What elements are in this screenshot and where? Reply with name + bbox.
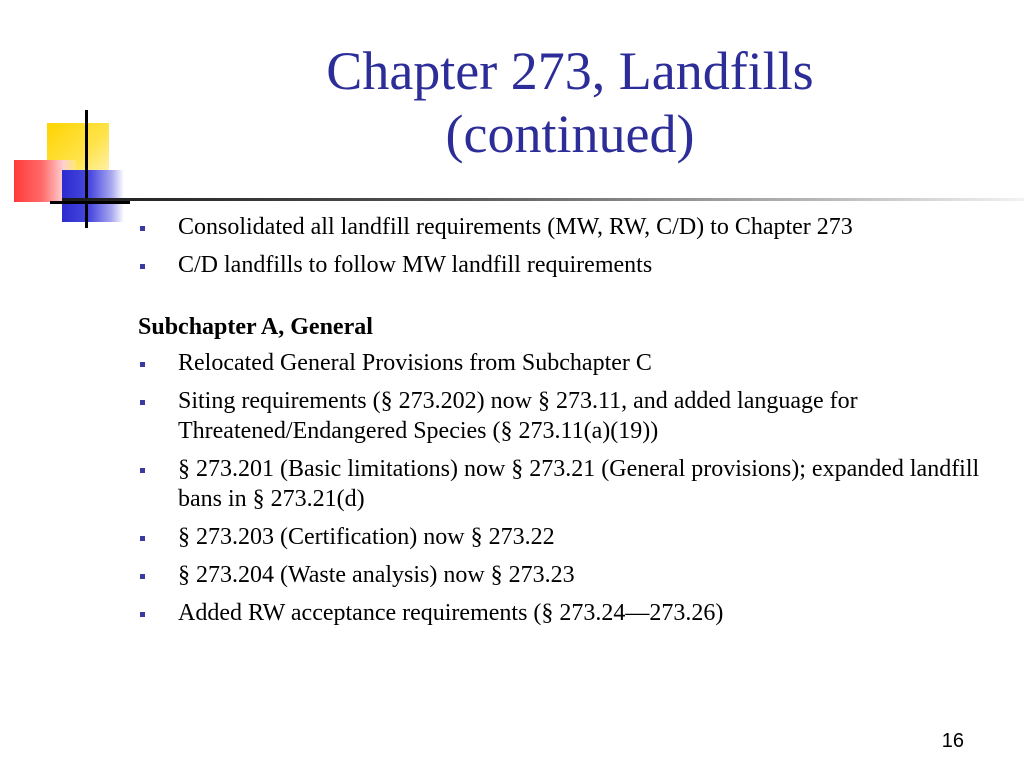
decorative-blue-square xyxy=(62,170,124,222)
slide-content xyxy=(138,212,1018,636)
square-bullet-icon xyxy=(140,468,145,473)
square-bullet-icon xyxy=(140,536,145,541)
bullet-item xyxy=(138,560,1018,590)
square-bullet-icon xyxy=(140,362,145,367)
bullet-text: C/D landfills to follow MW landfill requirements xyxy=(178,252,653,278)
subchapter-heading: Subchapter A, General xyxy=(138,314,373,340)
bullet-item xyxy=(138,454,1018,514)
bullet-text: § 273.203 (Certification) now § 273.22 xyxy=(178,524,555,550)
bullet-item xyxy=(138,212,1018,242)
bullet-list-subchapter-a xyxy=(138,348,1018,628)
square-bullet-icon xyxy=(140,264,145,269)
bullet-text: § 273.201 (Basic limitations) now § 273.21 (General provisions); expanded landfill bans in § 273.21(d) xyxy=(178,456,980,512)
bullet-list-intro xyxy=(138,212,1018,280)
bullet-item xyxy=(138,386,1018,446)
slide-title xyxy=(130,40,1010,166)
bullet-text: Relocated General Provisions from Subchapter C xyxy=(178,350,652,376)
bullet-item xyxy=(138,598,1018,628)
slide-title-line2: (continued) xyxy=(445,104,695,164)
square-bullet-icon xyxy=(140,226,145,231)
bullet-item xyxy=(138,348,1018,378)
bullet-item xyxy=(138,250,1018,280)
bullet-text: Added RW acceptance requirements (§ 273.24—273.26) xyxy=(178,600,724,626)
bullet-text: § 273.204 (Waste analysis) now § 273.23 xyxy=(178,562,575,588)
slide-title-line1: Chapter 273, Landfills xyxy=(326,41,814,101)
bullet-text: Consolidated all landfill requirements (MW, RW, C/D) to Chapter 273 xyxy=(178,214,853,240)
page-number: 16 xyxy=(941,730,964,752)
decorative-vertical-line xyxy=(85,110,88,228)
decorative-horizontal-line xyxy=(50,201,130,204)
square-bullet-icon xyxy=(140,400,145,405)
title-divider xyxy=(62,198,1024,201)
bullet-text: Siting requirements (§ 273.202) now § 273.11, and added language for Threatened/Endangered Species (§ 273.11(a)(19)) xyxy=(178,388,858,444)
square-bullet-icon xyxy=(140,612,145,617)
bullet-item xyxy=(138,522,1018,552)
square-bullet-icon xyxy=(140,574,145,579)
